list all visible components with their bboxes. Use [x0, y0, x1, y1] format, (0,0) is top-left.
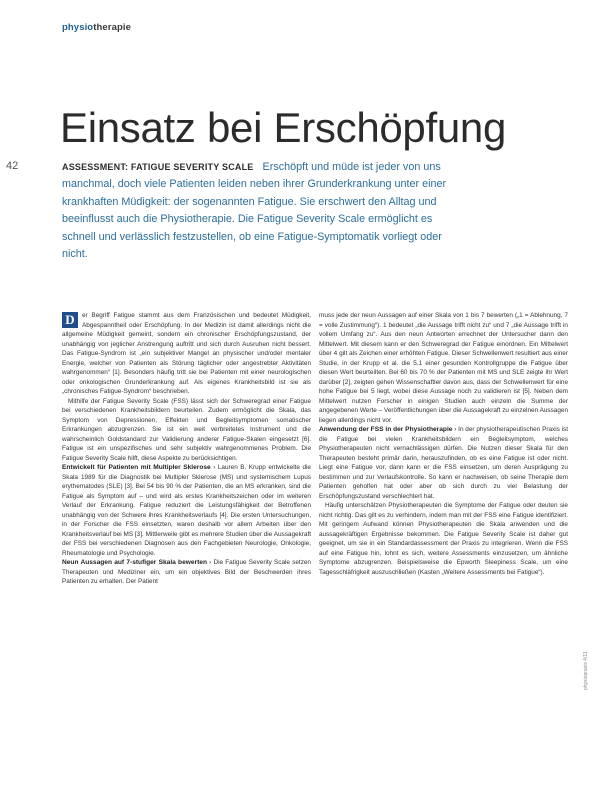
section-header-part1: physio: [62, 22, 94, 33]
page-number: 42: [6, 160, 19, 172]
lead-paragraph: [62, 159, 454, 263]
lead-label: ASSESSMENT: FATIGUE SEVERITY SCALE: [62, 162, 254, 172]
body-column-right: muss jede der neun Aussagen auf einer Skala von 1 bis 7 bewerten („1 = Ablehnung, 7 = volle Zustimmung“). 1 bedeutet „die Aussage trifft nicht zu“ und 7 „die Aussage trifft in vollem Umfang zu“. Aus den neun Antworten errechnet der Untersucher dann den Mittelwert. Mit diesem kann er den Schweregrad der Fatigue einordnen. Ein Mittelwert über 4 gilt als Zeichen einer erhöhten Fatigue. Dieser Schwellenwert resultiert aus einer Studie, in der Krupp et al. die 5,1 einer gesunden Kontrollgruppe die Fatigue über diesen Wert beurteilten. Bei 60 bis 70 % der Patienten mit MS und SLE zeigte ihr Wert darüber [2], zeigten gehen Wissenschaftler davon aus, dass der Schwellenwert für eine hohe Fatigue bei 5 liegt, wobei diese Aussage noch zu validieren ist [5]. Neben dem Mittelwert nutzen Forscher in einigen Studien auch einzeln die Summe der angegebenen Werte – Veröffentlichungen über die Aussagekraft zu einzelnen Aussagen liegen allerdings nicht vor. Anwendung der FSS in der Physiotherapie › In der physiotherapeutischen Praxis ist die Fatigue bei vielen Krankheitsbildern ein Begleitsymptom, welches Physiotherapeuten nicht vernachlässigen dürfen. Die Nutzen dieser Skala für den Therapeuten besteht primär darin, herauszufinden, ob es eine Fatigue ist oder nicht. Liegt eine Fatigue vor, dann kann er die FSS einsetzen, um deren Ausprägung zu bestimmen und zur Verlaufskontrolle. So kann er nachweisen, ob seine Therapie dem Patienten geholfen hat oder aber ob sich durch zu viel Belastung der Erschöpfungszustand verschlechtert hat. Häufig unterschätzen Physiotherapeuten die Symptome der Fatigue oder deuten sie nicht richtig. Das gilt es zu verhindern, indem man mit der FSS eine Fatigue identifiziert. Mit geringem Aufwand können Physiotherapeuten die Skala anwenden und die aussagekräftigen Ergebnisse bekommen. Die Fatigue Severity Scale ist daher gut geeignet, um sie in ein Standardassessment der Praxis zu integrieren. Wenn die FSS auf eine Fatigue hin, lohnt es sich, weitere Assessments einzusetzen, um ähnliche Symptome abzugrenzen. Beispielsweise die Epworth Sleepiness Scale, um eine Tagesschläfrigkeit auszuschließen (Kasten „Weitere Assessments bei Fatigue“).: [319, 312, 569, 576]
section-header: [62, 22, 131, 33]
section-heading: Neun Aussagen auf 7-stufiger Skala bewerten: [62, 559, 208, 566]
margin-note: physiopraxis 4/11: [583, 651, 589, 690]
section-heading: Anwendung der FSS in der Physiotherapie: [319, 426, 453, 433]
section-header-part2: therapie: [93, 22, 131, 33]
section-heading: Entwickelt für Patienten mit Multipler Sklerose: [62, 464, 211, 471]
paragraph-text: Lauren B. Krupp entwickelte die Skala 1989 für die Diagnostik bei Multipler Sklerose (MS) und systemischem Lupus erythematodes (SLE) [3]. Bei 54 bis 90 % der Patienten, die an MS erkranken, sind die Fatigue als Symptom auf – und wird als erstes Krankheitszeichen oder im weiteren Verlauf der Erkrankung. Fatigue reduziert die Leistungsfähigkeit der Betroffenen unabhängig von der Schwere ihres Krankheitsverlaufs [4]. Die ersten Untersuchungen, in der Forscher die FSS einsetzten, waren deshalb vor allem Arbeiten über den Krankheitsverlauf bei MS [3]. Mittlerweile gibt es mehrere Studien über die Aussagekraft der FSS bei verschiedenen Diagnosen aus den Fachgebieten Neurologie, Onkologie, Rheumatologie und Psychologie.: [62, 464, 311, 557]
paragraph-text: In der physiotherapeutischen Praxis ist die Fatigue bei vielen Krankheitsbildern ein Begleitsymptom, welches Physiotherapeuten nicht vernachlässigen dürfen. Die Nutzen dieser Skala für den Therapeuten besteht primär darin, herauszufinden, ob es eine Fatigue ist oder nicht. Liegt eine Fatigue vor, dann kann er die FSS einsetzen, um deren Ausprägung zu bestimmen und zur Verlaufskontrolle. So kann er nachweisen, ob seine Therapie dem Patienten geholfen hat oder aber ob sich durch zu viel Belastung der Erschöpfungszustand verschlechtert hat.: [319, 426, 569, 500]
paragraph-text: Die Fatigue Severity Scale setzen Therapeuten und Mediziner ein, um ein objektives Bild der Beschwerden ihres Patienten zu erhalten. Der Patient: [62, 559, 311, 585]
dropcap: D: [62, 312, 78, 328]
paragraph: [62, 311, 311, 397]
page-title: Einsatz bei Erschöpfung: [60, 104, 507, 151]
paragraph: Mithilfe der Fatigue Severity Scale (FSS) lässt sich der Schweregrad einer Fatigue bei verschiedenen Krankheitsbildern beurteilen. Zudem ermöglicht die Skala, das Symptom von Depressionen, Effekten und Begleitsymptomen somatischer Erkrankungen abzugrenzen. Sie ist ein weit verbreitetes Instrument und die wahrscheinlich Goldstandard zur Validierung anderer Fatigue-Skalen eingesetzt [6]. Fatigue ist ein unspezifisches und sehr subjektiv wahrgenommenes Problem. Die Fatigue Severity Scale hilft, diese Aspekte zu berücksichtigen.: [62, 397, 311, 462]
paragraph-text: er Begriff Fatigue stammt aus dem Französischen und bedeutet Müdigkeit, Abgespanntheit oder Erschöpfung. In der Medizin ist damit allerdings nicht die allgemeine Müdigkeit gemeint, sondern ein chronischer Erschöpfungszustand, der unabhängig von jeglicher Anstrengung auftritt und sich durch Ausruhen nicht bessert. Das Fatigue-Syndrom ist „ein subjektiver Mangel an physischer und/oder mentaler Energie, welcher von Patienten als Störung täglicher oder angestrebter Aktivitäten wahrgenommen“ [1]. Besonders häufig tritt sie bei Patienten mit einer neurologischen oder onkologischen Grunderkrankung auf. Als eigenes Krankheitsbild ist sie als „chronisches Fatigue-Syndrom“ beschrieben.: [62, 312, 311, 395]
lead-text: Erschöpft und müde ist jeder von uns manchmal, doch viele Patienten leiden neben ihrer Grunderkrankung unter einer krankhaften Müdigkeit: der sogenannten Fatigue. Sie erschwert den Alltag und beeinflusst auch die Physiotherapie. Die Fatigue Severity Scale ermöglicht es schnell und verlässlich festzustellen, ob eine Fatigue-Symptomatik vorliegt oder nicht.: [62, 161, 447, 261]
paragraph: Häufig unterschätzen Physiotherapeuten die Symptome der Fatigue oder deuten sie nicht richtig. Das gilt es zu verhindern, indem man mit der FSS eine Fatigue identifiziert. Mit geringem Aufwand können Physiotherapeuten die Skala anwenden und die aussagekräftigen Ergebnisse bekommen. Die Fatigue Severity Scale ist daher gut geeignet, um sie in ein Standardassessment der Praxis zu integrieren. Wenn die FSS auf eine Fatigue hin, lohnt es sich, weitere Assessments einzusetzen, um ähnliche Symptome abzugrenzen. Beispielsweise die Epworth Sleepiness Scale, um eine Tagesschläfrigkeit auszuschließen (Kasten „Weitere Assessments bei Fatigue“).: [319, 502, 568, 576]
body-column-left: D er Begriff Fatigue stammt aus dem Französischen und bedeutet Müdigkeit, Abgespanntheit oder Erschöpfung. In der Medizin ist damit allerdings nicht die allgemeine Müdigkeit gemeint, sondern ein chronischer Erschöpfungszustand, der unabhängig von jeglicher Anstrengung auftritt und sich durch Ausruhen nicht bessert. Das Fatigue-Syndrom ist „ein subjektiver Mangel an physischer und/oder mentaler Energie, welcher von Patienten als Störung täglicher oder angestrebter Aktivitäten wahrgenommen“ [1]. Besonders häufig tritt sie bei Patienten mit einer neurologischen oder onkologischen Grunderkrankung auf. Als eigenes Krankheitsbild ist sie als „chronisches Fatigue-Syndrom“ beschrieben. Mithilfe der Fatigue Severity Scale (FSS) lässt sich der Schweregrad einer Fatigue bei verschiedenen Krankheitsbildern beurteilen. Zudem ermöglicht die Skala, das Symptom von Depressionen, Effekten und Begleitsymptomen somatischer Erkrankungen abzugrenzen. Sie ist ein weit verbreitetes Instrument und die wahrscheinlich Goldstandard zur Validierung anderer Fatigue-Skalen eingesetzt [6]. Fatigue ist ein unspezifisches und sehr subjektiv wahrgenommenes Problem. Die Fatigue Severity Scale hilft, diese Aspekte zu berücksichtigen. Entwickelt für Patienten mit Multipler Sklerose › Lauren B. Krupp entwickelte die Skala 1989 für die Diagnostik bei Multipler Sklerose (MS) und systemischem Lupus erythematodes (SLE) [3]. Bei 54 bis 90 % der Patienten, die an MS erkranken, sind die Fatigue als Symptom auf – und wird als erstes Krankheitszeichen oder im weiteren Verlauf der Erkrankung. Fatigue reduziert die Leistungsfähigkeit der Betroffenen unabhängig von der Schwere ihres Krankheitsverlaufs [4]. Die ersten Untersuchungen, in der Forscher die FSS einsetzten, waren deshalb vor allem Arbeiten über den Krankheitsverlauf bei MS [3]. Mittlerweile gibt es mehrere Studien über die Aussagekraft der FSS bei verschiedenen Diagnosen aus den Fachgebieten Neurologie, Onkologie, Rheumatologie und Psychologie. Neun Aussagen auf 7-stufiger Skala bewerten › Die Fatigue Severity Scale setzen Therapeuten und Mediziner ein, um ein objektives Bild der Beschwerden ihres Patienten zu erhalten. Der Patient: [62, 312, 311, 585]
paragraph: muss jede der neun Aussagen auf einer Skala von 1 bis 7 bewerten („1 = Ablehnung, 7 = volle Zustimmung“). 1 bedeutet „die Aussage trifft nicht zu“ und 7 „die Aussage trifft in vollem Umfang zu“. Aus den neun Antworten errechnet der Untersucher dann den Mittelwert. Mit diesem kann er den Schweregrad der Fatigue einordnen. Ein Mittelwert über 4 gilt als Zeichen einer erhöhten Fatigue. Dieser Schwellenwert resultiert aus einer Studie, in der Krupp et al. die 5,1 einer gesunden Kontrollgruppe die Fatigue über diesen Wert beurteilten. Bei 60 bis 70 % der Patienten mit MS und SLE zeigte ihr Wert darüber [2], zeigten gehen Wissenschaftler davon aus, dass der Schwellenwert für eine hohe Fatigue bei 5 liegt, wobei diese Aussage noch zu validieren ist [5]. Neben dem Mittelwert nutzen Forscher in einigen Studien auch einzeln die Summe der angegebenen Werte – Veröffentlichungen über die Aussagekraft zu einzelnen Aussagen liegen allerdings nicht vor.: [319, 312, 568, 424]
